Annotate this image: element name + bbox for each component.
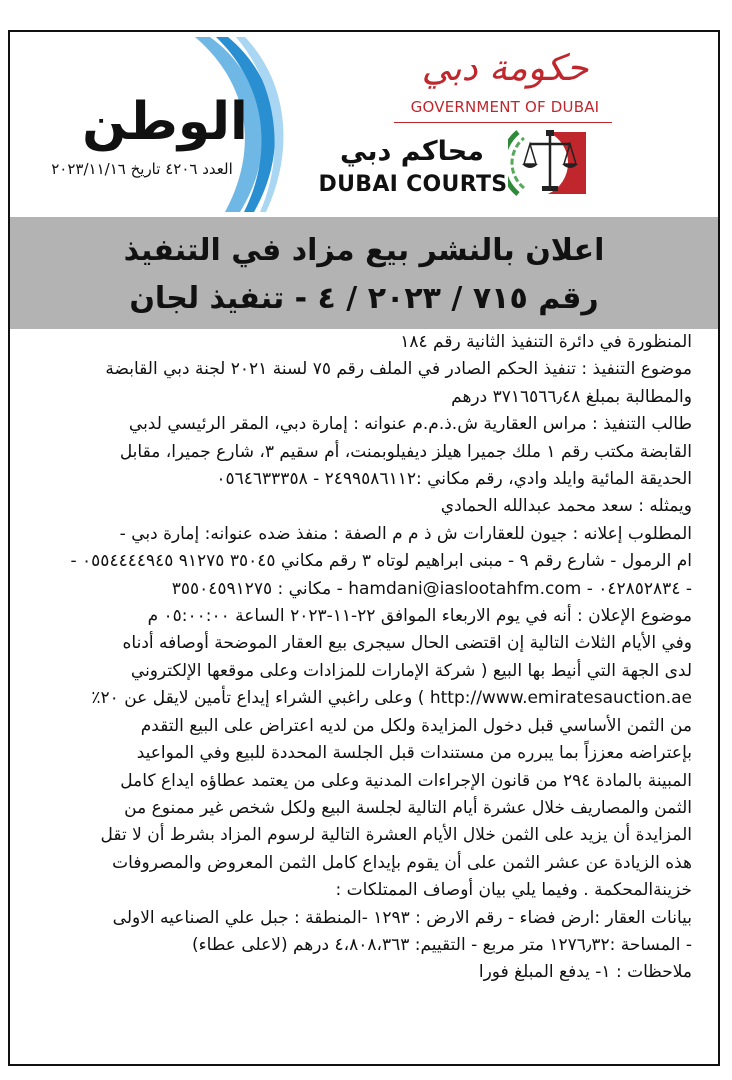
notice-title-band — [10, 217, 718, 329]
scales-of-justice-icon — [508, 124, 592, 200]
dubai-courts-arabic-label: محاكم دبي — [340, 136, 484, 167]
notice-title-line-1: اعلان بالنشر بيع مزاد في التنفيذ — [123, 233, 605, 268]
body-line: وفي الأيام الثلاث التالية إن اقتضى الحال سيجرى بيع العقار الموضحة أوصافه أدناه — [122, 633, 692, 654]
government-divider — [394, 122, 612, 123]
body-line: موضوع التنفيذ : تنفيذ الحكم الصادر في الملف رقم ٧٥ لسنة ٢٠٢١ لجنة دبي القابضة — [105, 359, 692, 380]
body-line: - المساحة :١٢٧٦٫٣٢ متر مربع - التقييم: ٤،٨٠٨،٣٦٣ درهم (لاعلى عطاء) — [192, 934, 692, 955]
body-line: القابضة مكتب رقم ١ ملك جميرا هيلز ديفيلوبمنت، أم سقيم ٣، شارع جميرا، مقابل — [119, 441, 692, 462]
body-line: المطلوب إعلانه : جيون للعقارات ش ذ م م الصفة : منفذ ضده عنوانه: إمارة دبي - — [119, 523, 692, 544]
body-line: طالب التنفيذ : مراس العقارية ش.ذ.م.م عنوانه : إمارة دبي، المقر الرئيسي لدبي — [128, 414, 692, 435]
body-line: http://www.emiratesauction.ae ) وعلى راغبي الشراء إيداع تأمين لايقل عن ٢٠٪ — [91, 688, 692, 709]
government-english-label: GOVERNMENT OF DUBAI — [410, 98, 600, 116]
notice-header — [10, 32, 718, 217]
notice-title-line-2: رقم ٧١٥ / ٢٠٢٣ / ٤ - تنفيذ لجان — [129, 281, 599, 316]
body-line: ام الرمول - شارع رقم ٩ - مبنى ابراهيم لوتاه ٣ رقم مكاني ٣٥٠٤٥ ٩١٢٧٥ ٠٥٥٤٤٤٤٩٤٥ - — [70, 551, 692, 572]
dubai-courts-english-label: DUBAI COURTS — [318, 172, 508, 197]
body-line: خزينةالمحكمة . وفيما يلي بيان أوصاف الممتلكات : — [335, 880, 692, 901]
newspaper-logo: الوطن — [82, 92, 248, 152]
body-line: هذه الزيادة عن عشر الثمن على أن يقوم بإيداع كامل الثمن المعروض والمصروفات — [112, 852, 692, 873]
government-arabic-logo: حكومة دبي — [421, 48, 589, 89]
body-line: الثمن والمصاريف خلال عشرة أيام التالية لجلسة البيع ولكل شخص غير ممنوع من — [124, 797, 692, 818]
body-line: بيانات العقار :ارض فضاء - رقم الارض : ١٢٩٣ -المنطقة : جبل علي الصناعيه الاولى — [112, 907, 692, 928]
body-line: المنظورة في دائرة التنفيذ الثانية رقم ١٨٤ — [400, 332, 692, 352]
body-line: ويمثله : سعد محمد عبدالله الحمادي — [440, 496, 692, 517]
body-line: - ٠٤٢٨٥٢٨٣٤ - hamdani@iaslootahfm.com - مكاني : ٣٥٥٠٤٥٩١٢٧٥ — [171, 578, 692, 599]
notice-frame — [8, 30, 720, 1066]
body-line: لدى الجهة التي أنيط بها البيع ( شركة الإمارات للمزادات وعلى موقعها الإلكتروني — [130, 660, 692, 681]
body-line: الحديقة المائية وايلد وادي، رقم مكاني :٢٤٩٩٥٨٦١١٢ - ٠٥٦٤٦٣٣٣٥٨ — [216, 469, 692, 490]
body-line: المبينة بالمادة ٢٩٤ من قانون الإجراءات المدنية وعلى من يعتمد عطاؤه ايداع كامل — [120, 770, 692, 791]
notice-body — [18, 329, 692, 987]
body-line: موضوع الإعلان : أنه في يوم الاربعاء الموافق ٢٢-١١-٢٠٢٣ الساعة ٠٥:٠٠:٠٠ م — [147, 606, 692, 627]
body-line: ملاحظات : ١- يدفع المبلغ فورا — [478, 962, 692, 983]
body-line: بإعتراضه معززاً بما يبرره من مستندات قبل الجلسة المحددة للبيع وفي المواعيد — [136, 743, 692, 764]
issue-date: العدد ٤٢٠٦ تاريخ ٢٠٢٣/١١/١٦ — [51, 160, 233, 178]
body-line: والمطالبة بمبلغ ٣٧١٦٥٦٦٫٤٨ درهم — [451, 386, 692, 407]
body-line: من الثمن الأساسي قبل دخول المزايدة ولكل من لديه اعتراض على البيع التقدم — [140, 715, 692, 736]
body-line: المزايدة أن يزيد على الثمن خلال الأيام العشرة التالية لرسوم المزاد بشرط أن لا تقل — [100, 825, 692, 846]
